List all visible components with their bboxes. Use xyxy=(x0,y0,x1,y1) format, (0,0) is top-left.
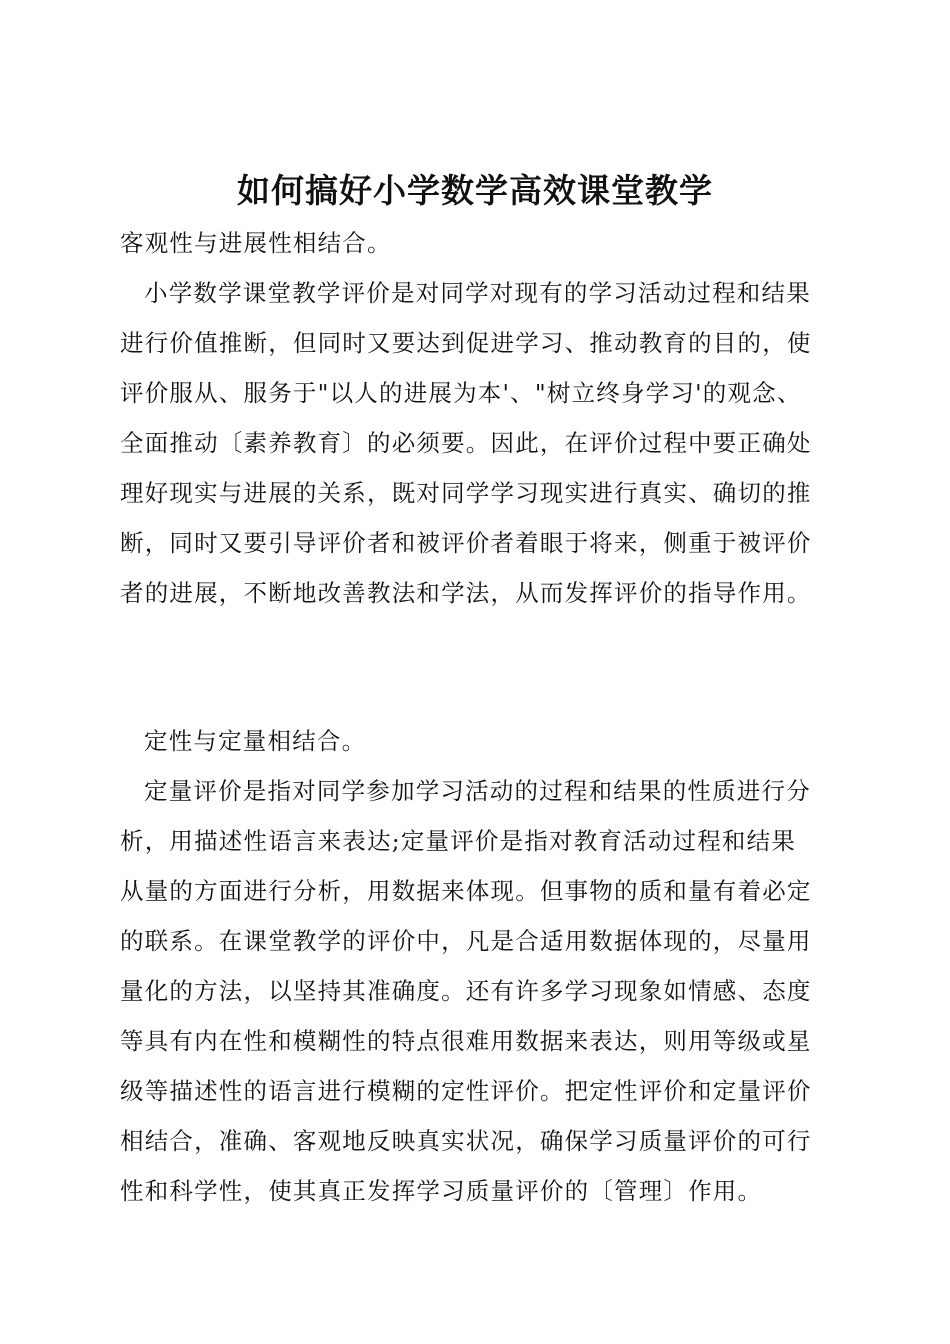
document-title: 如何搞好小学数学高效课堂教学 xyxy=(237,171,713,211)
paragraph-line: 析，用描述性语言来表达;定量评价是指对教育活动过程和结果 xyxy=(120,827,797,855)
section-1 xyxy=(120,218,835,268)
paragraph-line: 进行价值推断，但同时又要达到促进学习、推动教育的目的，使 xyxy=(120,329,812,357)
paragraph-line: 级等描述性的语言进行模糊的定性评价。把定性评价和定量评价 xyxy=(120,1077,812,1105)
section-1-paragraph xyxy=(120,268,835,618)
paragraph-line: 等具有内在性和模糊性的特点很难用数据来表达，则用等级或星 xyxy=(120,1027,812,1055)
section-2 xyxy=(120,716,835,766)
paragraph-line: 断，同时又要引导评价者和被评价者着眼于将来，侧重于被评价 xyxy=(120,529,812,557)
paragraph-line: 定量评价是指对同学参加学习活动的过程和结果的性质进行分 xyxy=(144,777,811,805)
section-2-paragraph xyxy=(120,766,835,1216)
paragraph-line: 性和科学性，使其真正发挥学习质量评价的〔管理〕作用。 xyxy=(120,1177,763,1205)
paragraph-line: 全面推动〔素养教育〕的必须要。因此，在评价过程中要正确处 xyxy=(120,429,812,457)
paragraph-line: 者的进展，不断地改善教法和学法，从而发挥评价的指导作用。 xyxy=(120,579,812,607)
paragraph-line: 小学数学课堂教学评价是对同学对现有的学习活动过程和结果 xyxy=(144,279,811,307)
paragraph-line: 理好现实与进展的关系，既对同学学习现实进行真实、确切的推 xyxy=(120,479,812,507)
section-1-heading: 客观性与进展性相结合。 xyxy=(120,229,392,257)
paragraph-line: 的联系。在课堂教学的评价中，凡是合适用数据体现的，尽量用 xyxy=(120,927,812,955)
section-2-heading: 定性与定量相结合。 xyxy=(144,727,367,755)
paragraph-line: 评价服从、服务于"以人的进展为本'、"树立终身学习'的观念、 xyxy=(120,379,802,407)
paragraph-line: 相结合，准确、客观地反映真实状况，确保学习质量评价的可行 xyxy=(120,1127,812,1155)
paragraph-line: 从量的方面进行分析，用数据来体现。但事物的质和量有着必定 xyxy=(120,877,812,905)
paragraph-line: 量化的方法，以坚持其准确度。还有许多学习现象如情感、态度 xyxy=(120,977,812,1005)
